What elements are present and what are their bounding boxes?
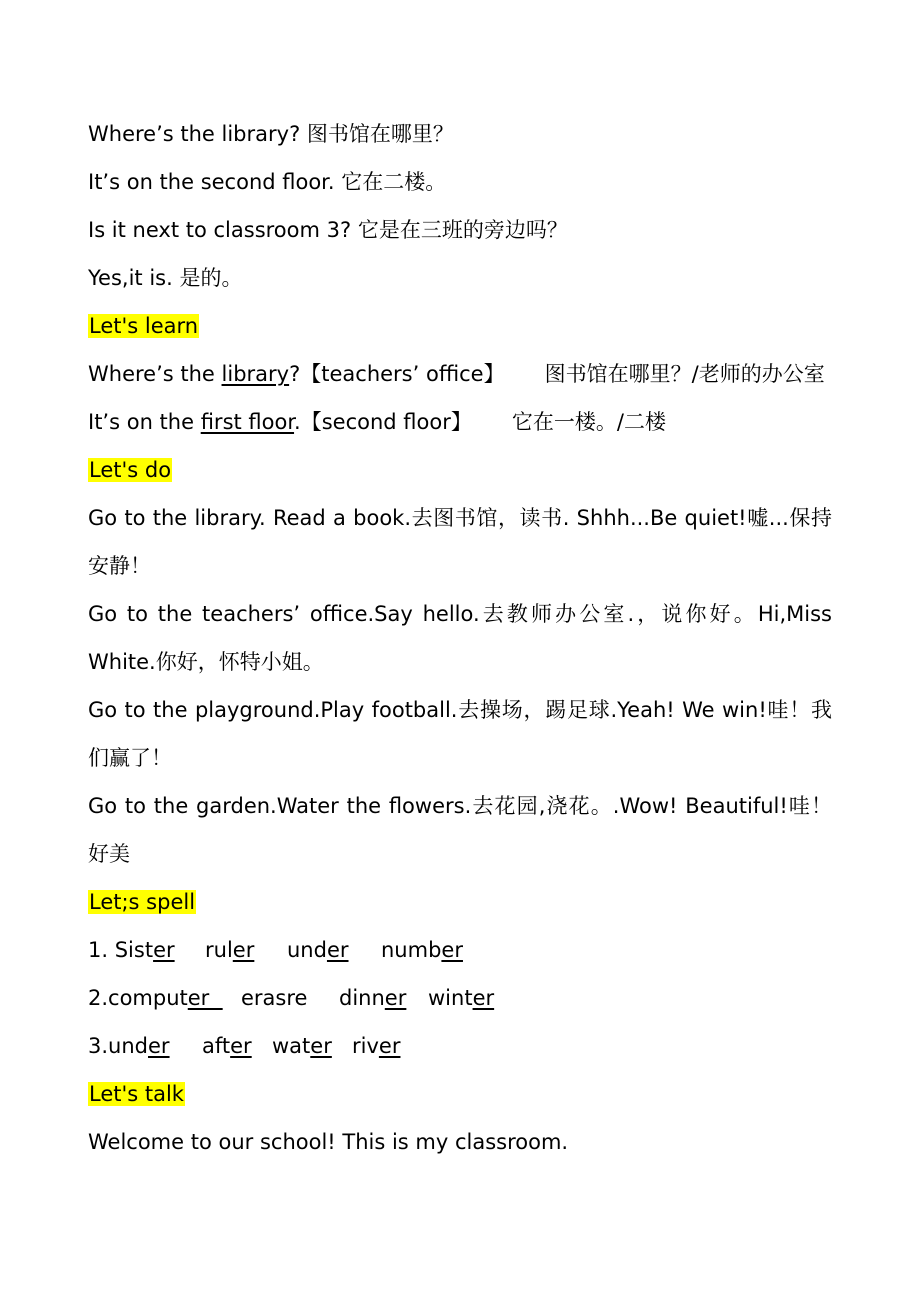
word-stem: 2.comput bbox=[88, 986, 188, 1010]
lets-talk-heading: Let's talk bbox=[89, 1082, 184, 1106]
word-ending: er bbox=[441, 938, 463, 962]
learn-line-2-suffix: .【second floor】 它在一楼。/二楼 bbox=[294, 410, 666, 434]
lets-spell-heading: Let;s spell bbox=[89, 890, 196, 914]
word-ending: er bbox=[310, 1034, 332, 1058]
spell-word bbox=[88, 926, 205, 974]
word-stem: erasre bbox=[241, 986, 308, 1010]
learn-line-1 bbox=[88, 350, 832, 398]
word-stem: dinn bbox=[339, 986, 385, 1010]
lets-spell-heading-line bbox=[88, 878, 832, 926]
spell-word bbox=[352, 1022, 400, 1070]
spell-word bbox=[272, 1022, 352, 1070]
word-stem: 3.und bbox=[88, 1034, 148, 1058]
word-ending: er bbox=[326, 938, 349, 962]
lets-talk-heading-line bbox=[88, 1070, 832, 1118]
spell-word bbox=[287, 926, 381, 974]
learn-line-1-underlined: library bbox=[221, 362, 290, 386]
intro-line-4: Yes,it is. 是的。 bbox=[88, 266, 243, 290]
word-ending: er bbox=[187, 986, 223, 1010]
word-ending: er bbox=[153, 938, 175, 962]
spell-word bbox=[339, 974, 428, 1022]
talk-line-1: Welcome to our school! This is my classroom. bbox=[88, 1130, 569, 1154]
learn-line-2-underlined: first floor bbox=[200, 410, 295, 434]
spell-word bbox=[88, 1022, 202, 1070]
word-ending: er bbox=[230, 1034, 252, 1058]
word-stem: riv bbox=[352, 1034, 379, 1058]
spell-row-2 bbox=[88, 974, 832, 1022]
spell-word bbox=[241, 974, 339, 1022]
word-stem: wat bbox=[272, 1034, 311, 1058]
spell-word bbox=[381, 926, 463, 974]
word-stem: 1. Sist bbox=[88, 938, 154, 962]
do-paragraph-4: Go to the garden.Water the flowers.去花园,浇花。.Wow! Beautiful!哇！好美 bbox=[88, 794, 832, 866]
learn-line-1-prefix: Where’s the bbox=[88, 362, 222, 386]
do-paragraph-3: Go to the playground.Play football.去操场，踢足球.Yeah! We win!哇！我们赢了！ bbox=[88, 698, 832, 770]
word-stem: rul bbox=[205, 938, 233, 962]
word-ending: er bbox=[378, 1034, 401, 1058]
do-paragraph-1: Go to the library. Read a book.去图书馆，读书. Shhh...Be quiet!嘘...保持安静！ bbox=[88, 506, 832, 578]
document-body bbox=[88, 110, 832, 1166]
word-stem: numb bbox=[381, 938, 442, 962]
word-ending: er bbox=[384, 986, 407, 1010]
word-stem: aft bbox=[202, 1034, 231, 1058]
do-paragraph-2: Go to the teachers’ office.Say hello.去教师办公室.，说你好。Hi,Miss White.你好，怀特小姐。 bbox=[88, 602, 832, 674]
lets-learn-heading-line bbox=[88, 302, 832, 350]
intro-line-1: Where’s the library? 图书馆在哪里？ bbox=[88, 122, 454, 146]
spell-row-1 bbox=[88, 926, 832, 974]
word-ending: er bbox=[472, 986, 495, 1010]
spell-word bbox=[428, 974, 494, 1022]
spell-word bbox=[205, 926, 287, 974]
spell-row-3 bbox=[88, 1022, 832, 1070]
word-stem: wint bbox=[428, 986, 473, 1010]
lets-do-heading-line bbox=[88, 446, 832, 494]
learn-line-1-suffix: ?【teachers’ office】 图书馆在哪里？/老师的办公室 bbox=[289, 362, 825, 386]
spell-word bbox=[88, 974, 241, 1022]
spell-word bbox=[202, 1022, 272, 1070]
lets-learn-heading: Let's learn bbox=[89, 314, 199, 338]
learn-line-2 bbox=[88, 398, 832, 446]
intro-line-2: It’s on the second floor. 它在二楼。 bbox=[88, 170, 447, 194]
lets-do-heading: Let's do bbox=[89, 458, 172, 482]
word-ending: er bbox=[232, 938, 255, 962]
word-ending: er bbox=[148, 1034, 170, 1058]
learn-line-2-prefix: It’s on the bbox=[88, 410, 201, 434]
intro-line-3: Is it next to classroom 3? 它是在三班的旁边吗？ bbox=[88, 218, 568, 242]
word-stem: und bbox=[287, 938, 327, 962]
